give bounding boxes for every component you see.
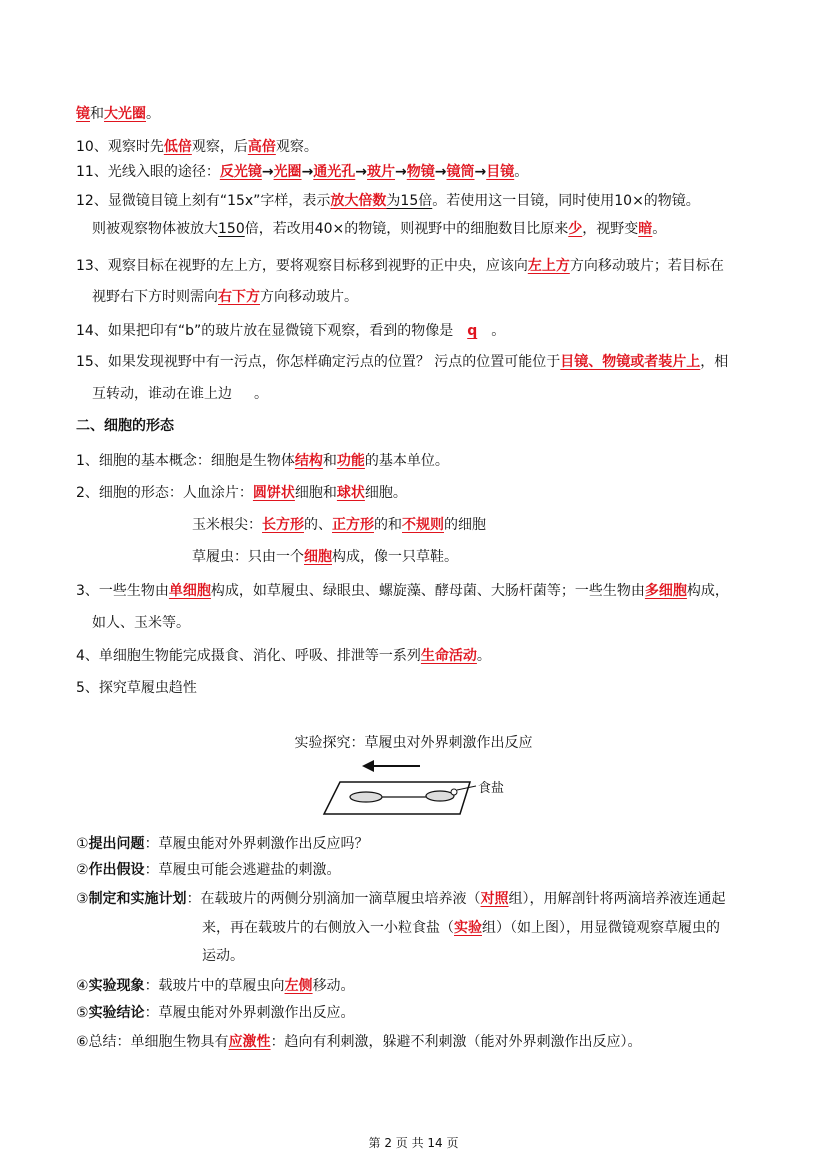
answer: 镜 bbox=[76, 106, 90, 122]
answer: 单细胞 bbox=[168, 583, 211, 599]
slide-figure bbox=[300, 752, 520, 824]
arrow: → bbox=[261, 164, 274, 180]
left-drop bbox=[350, 792, 382, 802]
answer: 正方形 bbox=[332, 517, 374, 533]
item-13-cont: 视野右下方时则需向右下方方向移动玻片。 bbox=[92, 289, 358, 305]
item-12-cont: 则被观察物体被放大150倍，若改用40×的物镜，则视野中的细胞数目比原来少，视野变暗。 bbox=[92, 221, 667, 237]
item-11: 11、光线入眼的途径：反光镜→光圈→通光孔→玻片→物镜→镜筒→目镜。 bbox=[76, 164, 529, 180]
answer: 左侧 bbox=[284, 978, 313, 994]
arrow: → bbox=[395, 164, 407, 180]
right-drop bbox=[426, 791, 454, 801]
cell-item-2-corn: 玉米根尖：长方形的、正方形的和不规则的细胞 bbox=[192, 517, 486, 533]
step-1: ①提出问题：草履虫能对外界刺激作出反应吗？ bbox=[76, 836, 369, 852]
step-3-cont2: 运动。 bbox=[202, 948, 244, 964]
answer: 右下方 bbox=[218, 289, 260, 305]
cell-item-2-paramecium: 草履虫：只由一个细胞构成，像一只草鞋。 bbox=[192, 549, 458, 565]
step-3-cont: 来，再在载玻片的右侧放入一小粒食盐（实验组）（如上图），用显微镜观察草履虫的 bbox=[202, 920, 720, 936]
answer: 实验 bbox=[454, 920, 482, 936]
answer: 大光圈 bbox=[104, 106, 146, 122]
answer: 少 bbox=[568, 221, 583, 237]
cell-item-3-cont: 如人、玉米等。 bbox=[92, 615, 190, 631]
item-12: 12、显微镜目镜上刻有“15x”字样，表示放大倍数为15倍。若使用这一目镜，同时使用10×的物镜。 bbox=[76, 193, 700, 209]
answer: 反光镜 bbox=[219, 164, 262, 180]
item-15: 15、如果发现视野中有一污点，你怎样确定污点的位置？ 污点的位置可能位于目镜、物镜或者装片上，相 bbox=[76, 354, 729, 370]
cell-item-2: 2、细胞的形态：人血涂片：圆饼状细胞和球状细胞。 bbox=[76, 485, 407, 501]
item-15-cont: 互转动，谁动在谁上边 。 bbox=[92, 386, 268, 402]
answer: 应激性 bbox=[228, 1034, 271, 1050]
answer: 不规则 bbox=[402, 517, 444, 533]
cell-item-5: 5、探究草履虫趋性 bbox=[76, 680, 197, 696]
answer: 玻片 bbox=[367, 164, 396, 180]
arrow: → bbox=[474, 164, 487, 180]
answer: 球状 bbox=[336, 485, 365, 501]
step-2: ②作出假设：草履虫可能会逃避盐的刺激。 bbox=[76, 862, 341, 878]
step-5: ⑤实验结论：草履虫能对外界刺激作出反应。 bbox=[76, 1005, 355, 1021]
arrow-head bbox=[362, 760, 374, 772]
cell-item-3: 3、一些生物由单细胞构成，如草履虫、绿眼虫、螺旋藻、酵母菌、大肠杆菌等；一些生物由多细胞构成， bbox=[76, 583, 729, 599]
answer: 功能 bbox=[336, 453, 365, 469]
answer: 光圈 bbox=[273, 164, 302, 180]
answer: 圆饼状 bbox=[252, 485, 295, 501]
answer: 长方形 bbox=[262, 517, 304, 533]
answer: 低倍 bbox=[163, 139, 192, 155]
answer: 细胞 bbox=[304, 549, 332, 565]
answer: 放大倍数 bbox=[330, 193, 387, 209]
answer: 暗 bbox=[638, 221, 653, 237]
item-13: 13、观察目标在视野的左上方，要将观察目标移到视野的正中央，应该向左上方方向移动玻片；若目标在 bbox=[76, 258, 724, 274]
label-leader bbox=[457, 786, 476, 790]
salt-label: 食盐 bbox=[478, 781, 505, 796]
answer: 多细胞 bbox=[644, 583, 687, 599]
answer: q bbox=[467, 323, 478, 339]
answer: 目镜 bbox=[486, 164, 515, 180]
arrow: → bbox=[301, 164, 314, 180]
item-10: 10、观察时先低倍观察，后高倍观察。 bbox=[76, 139, 318, 155]
arrow: → bbox=[355, 164, 368, 180]
figure-title: 实验探究：草履虫对外界刺激作出反应 bbox=[294, 735, 533, 751]
answer: 生命活动 bbox=[420, 648, 477, 664]
step-3: ③制定和实施计划：在载玻片的两侧分别滴加一滴草履虫培养液（对照组），用解剖针将两滴培养液连通起 bbox=[76, 891, 726, 907]
answer: 高倍 bbox=[247, 139, 276, 155]
section-heading: 二、细胞的形态 bbox=[76, 418, 174, 434]
page-footer: 第 2 页 共 14 页 bbox=[368, 1136, 459, 1150]
answer: 对照 bbox=[480, 891, 509, 907]
answer: 结构 bbox=[294, 453, 323, 469]
salt-grain bbox=[451, 789, 457, 795]
answer: 左上方 bbox=[527, 258, 570, 274]
step-6: ⑥总结：单细胞生物具有应激性：趋向有利刺激，躲避不利刺激（能对外界刺激作出反应）。 bbox=[76, 1034, 642, 1050]
cell-item-1: 1、细胞的基本概念：细胞是生物体结构和功能的基本单位。 bbox=[76, 453, 449, 469]
item-14: 14、如果把印有“b”的玻片放在显微镜下观察，看到的物像是 q 。 bbox=[76, 323, 506, 339]
line-continued: 镜和大光圈。 bbox=[76, 106, 160, 122]
answer: 镜筒 bbox=[446, 164, 475, 180]
answer: 物镜 bbox=[406, 164, 435, 180]
cell-item-4: 4、单细胞生物能完成摄食、消化、呼吸、排泄等一系列生命活动。 bbox=[76, 648, 491, 664]
answer: 目镜、物镜或者装片上 bbox=[560, 354, 701, 370]
step-4: ④实验现象：载玻片中的草履虫向左侧移动。 bbox=[76, 978, 355, 994]
arrow: → bbox=[434, 164, 447, 180]
answer: 通光孔 bbox=[313, 164, 356, 180]
